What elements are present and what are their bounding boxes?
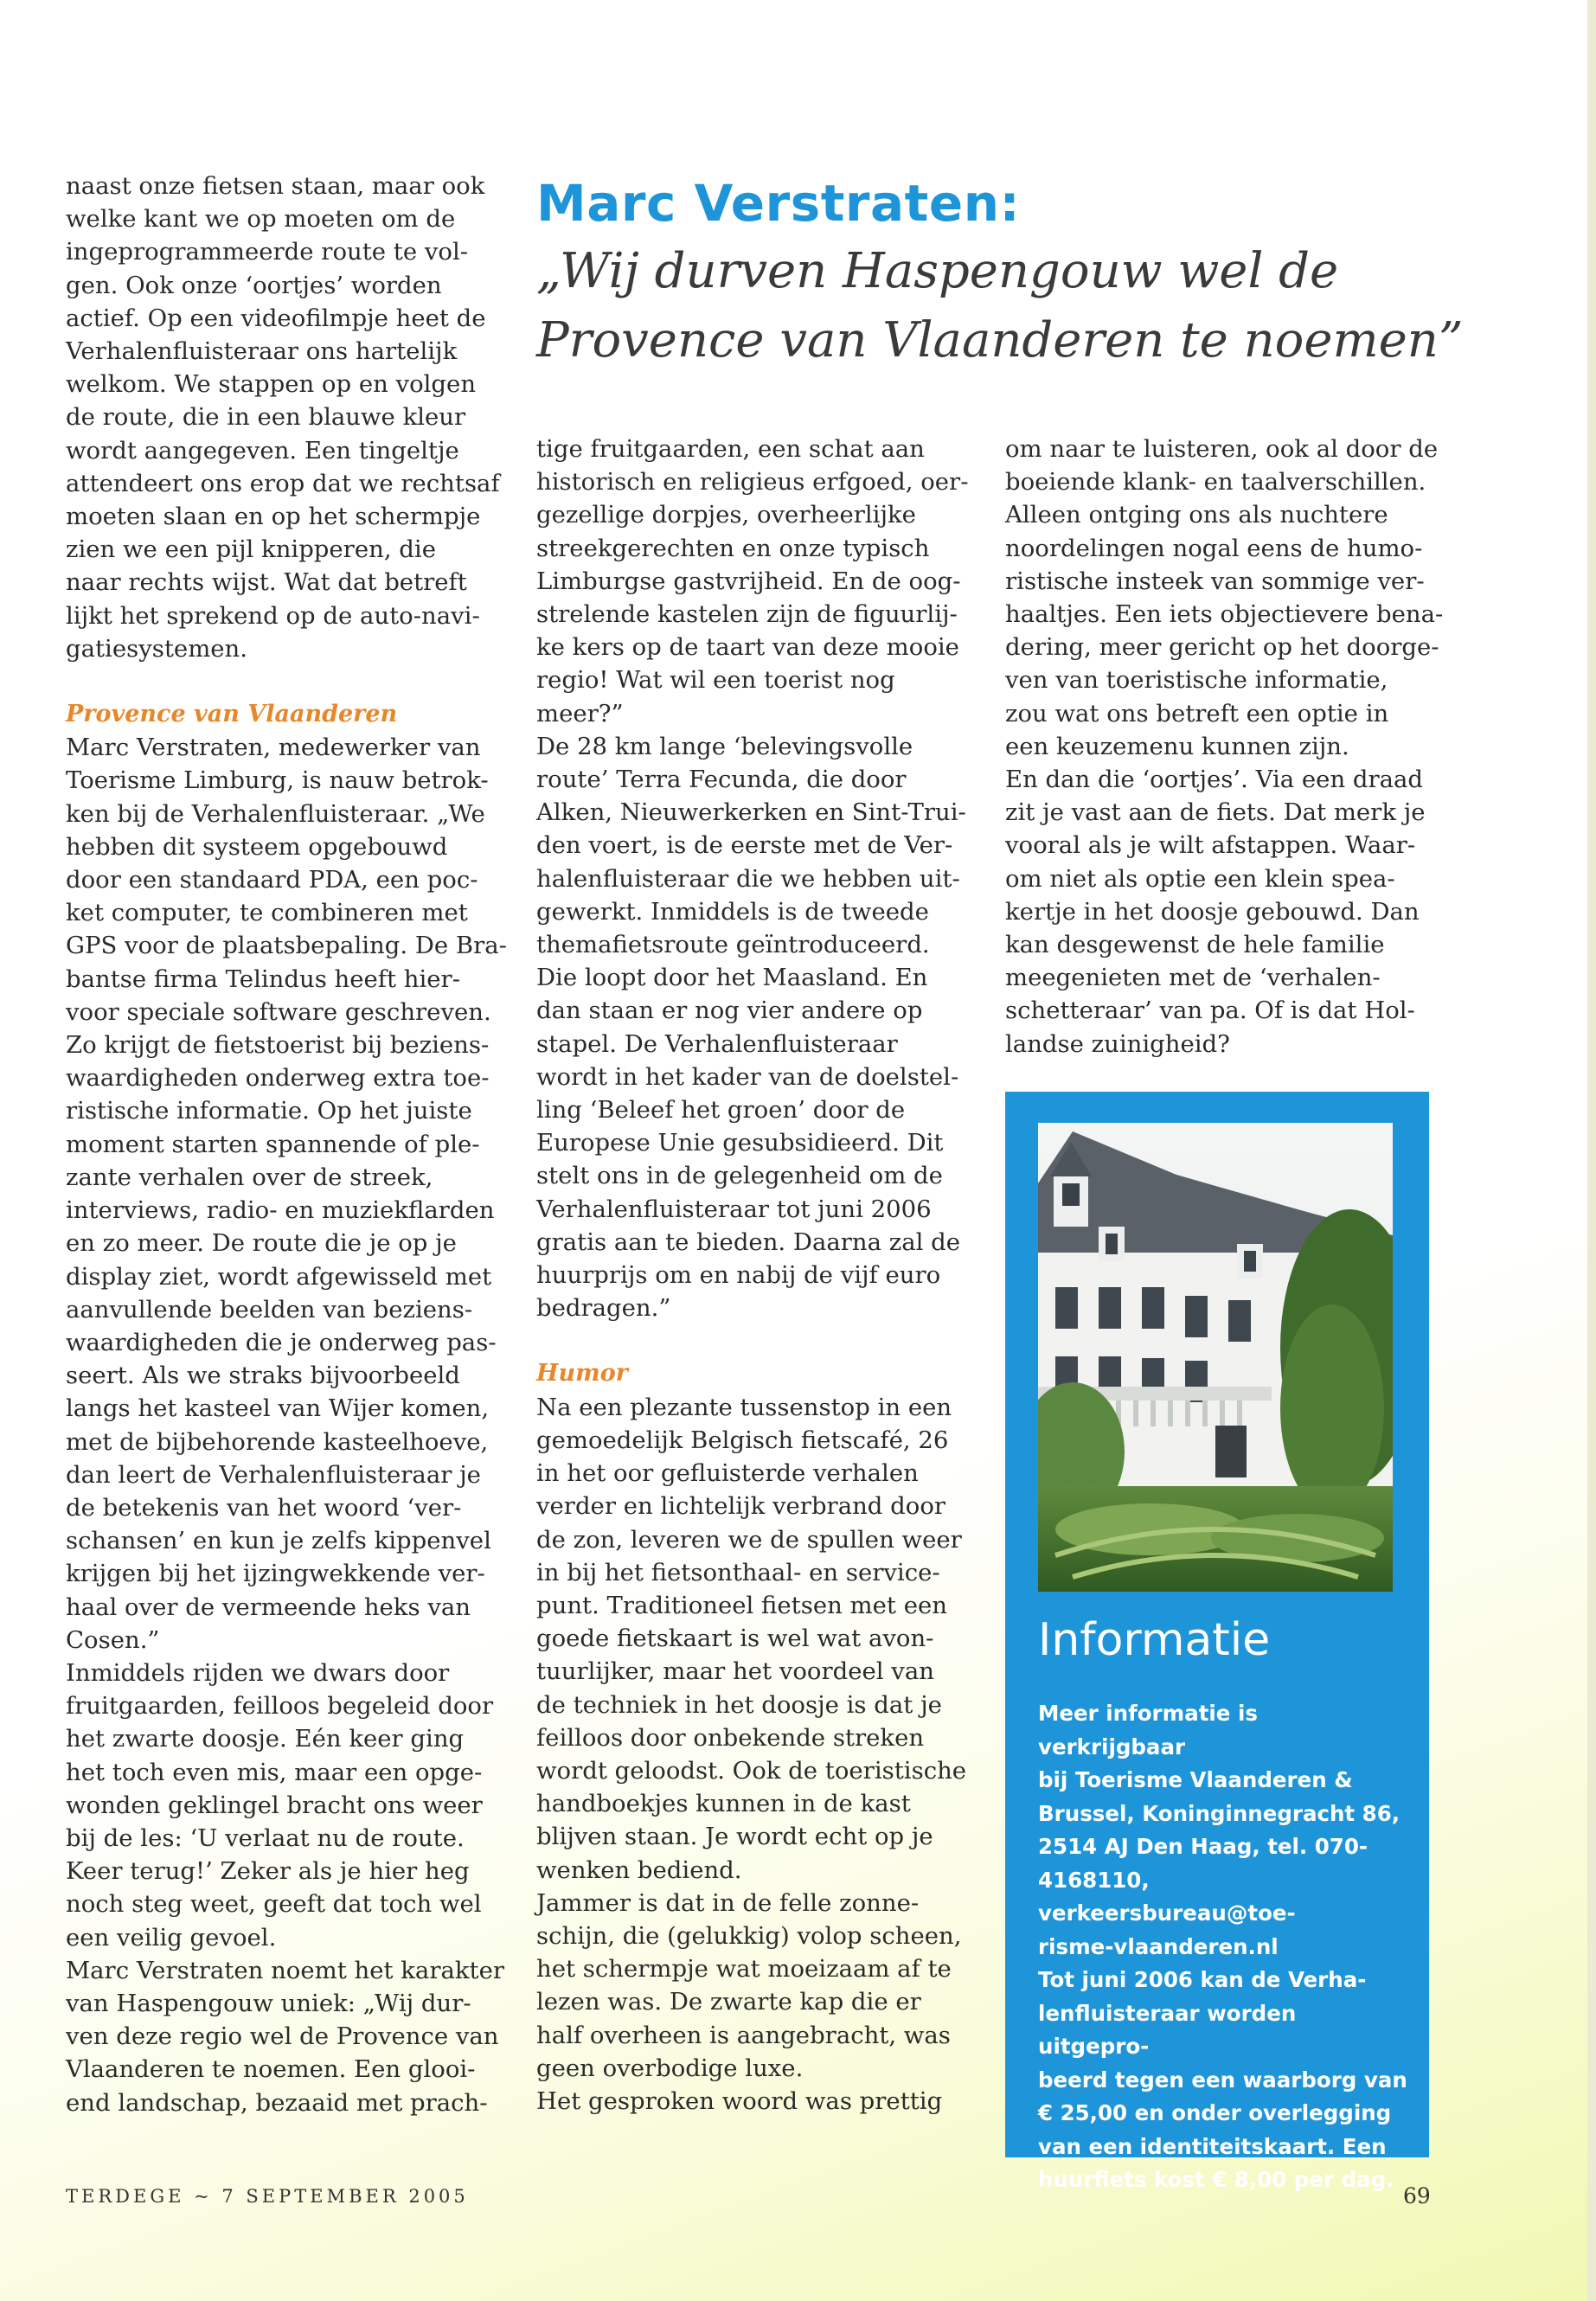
- subheading-humor: Humor: [536, 1360, 628, 1388]
- paragraph: naast onze fietsen staan, maar ook welke kant we op moeten om de ingeprogrammeerde route te vol- gen. Ook onze ‘oortjes’ worden actief. Op een videofilmpje heet de Verhalenfluisteraar ons hartelijk welkom. We stappen op en volgen de route, die in een blauwe kleur wordt aangegeven. Een tingeltje attendeert ons erop dat we rechtsaf moeten slaan en op het schermpje zien we een pijl knipperen, die naar rechts wijst. Wat dat betreft lijkt het sprekend op de auto-navi- gatiesystemen.: [66, 172, 500, 663]
- article-column-2: [536, 433, 977, 2118]
- paragraph: om naar te luisteren, ook al door de boeiende klank- en taalverschillen. Alleen ontging ons als nuchtere noordelingen nogal eens de humo- ristische insteek van sommige ver- haaltjes. Een iets objectievere bena- dering, meer gericht op het doorge- ven van toeristische informatie, zou wat ons betreft een optie in een keuzemenu kunnen zijn.: [1005, 435, 1444, 760]
- info-text: Meer informatie is verkrijgbaar bij Toerisme Vlaanderen & Brussel, Koninginnegracht 86, 2514 AJ Den Haag, tel. 070- 4168110, verkeersbureau@toe- risme-vlaanderen.nl Tot juni 2006 kan de Verha- lenfluisteraar worden uitgepro- beerd tegen een waarborg van € 25,00 en onder overlegging van een identiteitskaart. Een huurfiets kost € 8,00 per dag.: [1038, 1701, 1407, 2192]
- paragraph: Inmiddels rijden we dwars door fruitgaarden, feilloos begeleid door het zwarte doosje. Eén keer ging het toch even mis, maar een opge- wonden geklingel bracht ons weer bij de les: ‘U verlaat nu de route. Keer terug!’ Zeker als je hier heg noch steg weet, geeft dat toch wel een veilig gevoel.: [66, 1658, 494, 1952]
- paragraph: De 28 km lange ‘belevingsvolle route’ Terra Fecunda, die door Alken, Nieuwerkerken en Sint-Trui- den voert, is de eerste met de Ver- halenfluisteraar die we hebben uit- gewerkt. Inmiddels is de tweede themafietsroute geïntroduceerd. Die loopt door het Maasland. En dan staan er nog vier andere op stapel. De Verhalenfluisteraar wordt in het kader van de doelstel- ling ‘Beleef het groen’ door de Europese Unie gesubsidieerd. Dit stelt ons in de gelegenheid om de Verhalenfluisteraar tot juni 2006 gratis aan te bieden. Daarna zal de huurprijs om en nabij de vijf euro bedragen.”: [536, 732, 966, 1323]
- headline-name: Marc Verstraten:: [536, 174, 1021, 233]
- article-headline: [536, 173, 1531, 375]
- paragraph: Jammer is dat in de felle zonne- schijn, die (gelukkig) volop scheen, het schermpje wat moeizaam af te lezen was. De zwarte kap die er half overheen is aangebracht, was geen overbodige luxe.: [536, 1888, 962, 2082]
- paragraph: Marc Verstraten noemt het karakter van Haspengouw uniek: „Wij dur- ven deze regio wel de Provence van Vlaanderen te noemen. Een glooi- end landschap, bezaaid met prach-: [66, 1956, 505, 2117]
- headline-quote: „Wij durven Haspengouw wel de Provence van Vlaanderen te noemen”: [536, 243, 1464, 369]
- castle-photo: [1038, 1123, 1393, 1592]
- article-column-3: [1005, 433, 1446, 1061]
- paragraph: Marc Verstraten, medewerker van Toerisme Limburg, is nauw betrok- ken bij de Verhalenfluisteraar. „We hebben dit systeem opgebouwd door een standaard PDA, een poc- ket computer, te combineren met GPS voor de plaatsbepaling. De Bra- bantse firma Telindus heeft hier- voor speciale software geschreven. Zo krijgt de fietstoerist bij beziens- waardigheden onderweg extra toe- ristische informatie. Op het juiste moment starten spannende of ple- zante verhalen over de streek, interviews, radio- en muziekflarden en zo meer. De route die je op je display ziet, wordt afgewisseld met aanvullende beelden van beziens- waardigheden die je onderweg pas- seert. Als we straks bijvoorbeeld langs het kasteel van Wijer komen, met de bijbehorende kasteelhoeve, dan leert de Verhalenfluisteraar je de betekenis van het woord ‘ver- schansen’ en kun je zelfs kippenvel krijgen bij het ijzingwekkende ver- haal over de vermeende heks van Cosen.”: [66, 734, 507, 1654]
- info-title: Informatie: [1038, 1614, 1271, 1666]
- article-column-1: [66, 170, 509, 2119]
- paragraph: En dan die ‘oortjes’. Via een draad zit je vast aan de fiets. Dat merk je vooral als je wilt afstappen. Waar- om niet als optie een klein spea- kertje in het doosje gebouwd. Dan kan desgewenst de hele familie meegenieten met de ‘verhalen- schetteraar’ van pa. Of is dat Hol- landse zuinigheid?: [1005, 766, 1426, 1058]
- page-number: 69: [1403, 2183, 1431, 2208]
- page-edge: [1587, 0, 1596, 2301]
- paragraph: Na een plezante tussenstop in een gemoedelijk Belgisch fietscafé, 26 in het oor gefluisterde verhalen verder en lichtelijk verbrand door de zon, leveren we de spullen weer in bij het fietsonthaal- en service- punt. Traditioneel fietsen met een goede fietskaart is wel wat avon- tuurlijker, maar het voordeel van de techniek in het doosje is dat je feilloos door onbekende streken wordt geloodst. Ook de toeristische handboekjes kunnen in de kast blijven staan. Je wordt echt op je wenken bediend.: [536, 1393, 967, 1884]
- information-box: [1005, 1092, 1429, 2192]
- paragraph: tige fruitgaarden, een schat aan historisch en religieus erfgoed, oer- gezellige dorpjes, overheerlijke streekgerechten en onze typisch Limburgse gastvrijheid. En de oog- strelende kastelen zijn de figuurlij- ke kers op de taart van deze mooie regio! Wat wil een toerist nog meer?”: [536, 435, 969, 727]
- paragraph: Het gesproken woord was prettig: [536, 2086, 943, 2115]
- footer-publication: TERDEGE ~ 7 SEPTEMBER 2005: [66, 2186, 469, 2207]
- subheading-provence: Provence van Vlaanderen: [66, 701, 398, 728]
